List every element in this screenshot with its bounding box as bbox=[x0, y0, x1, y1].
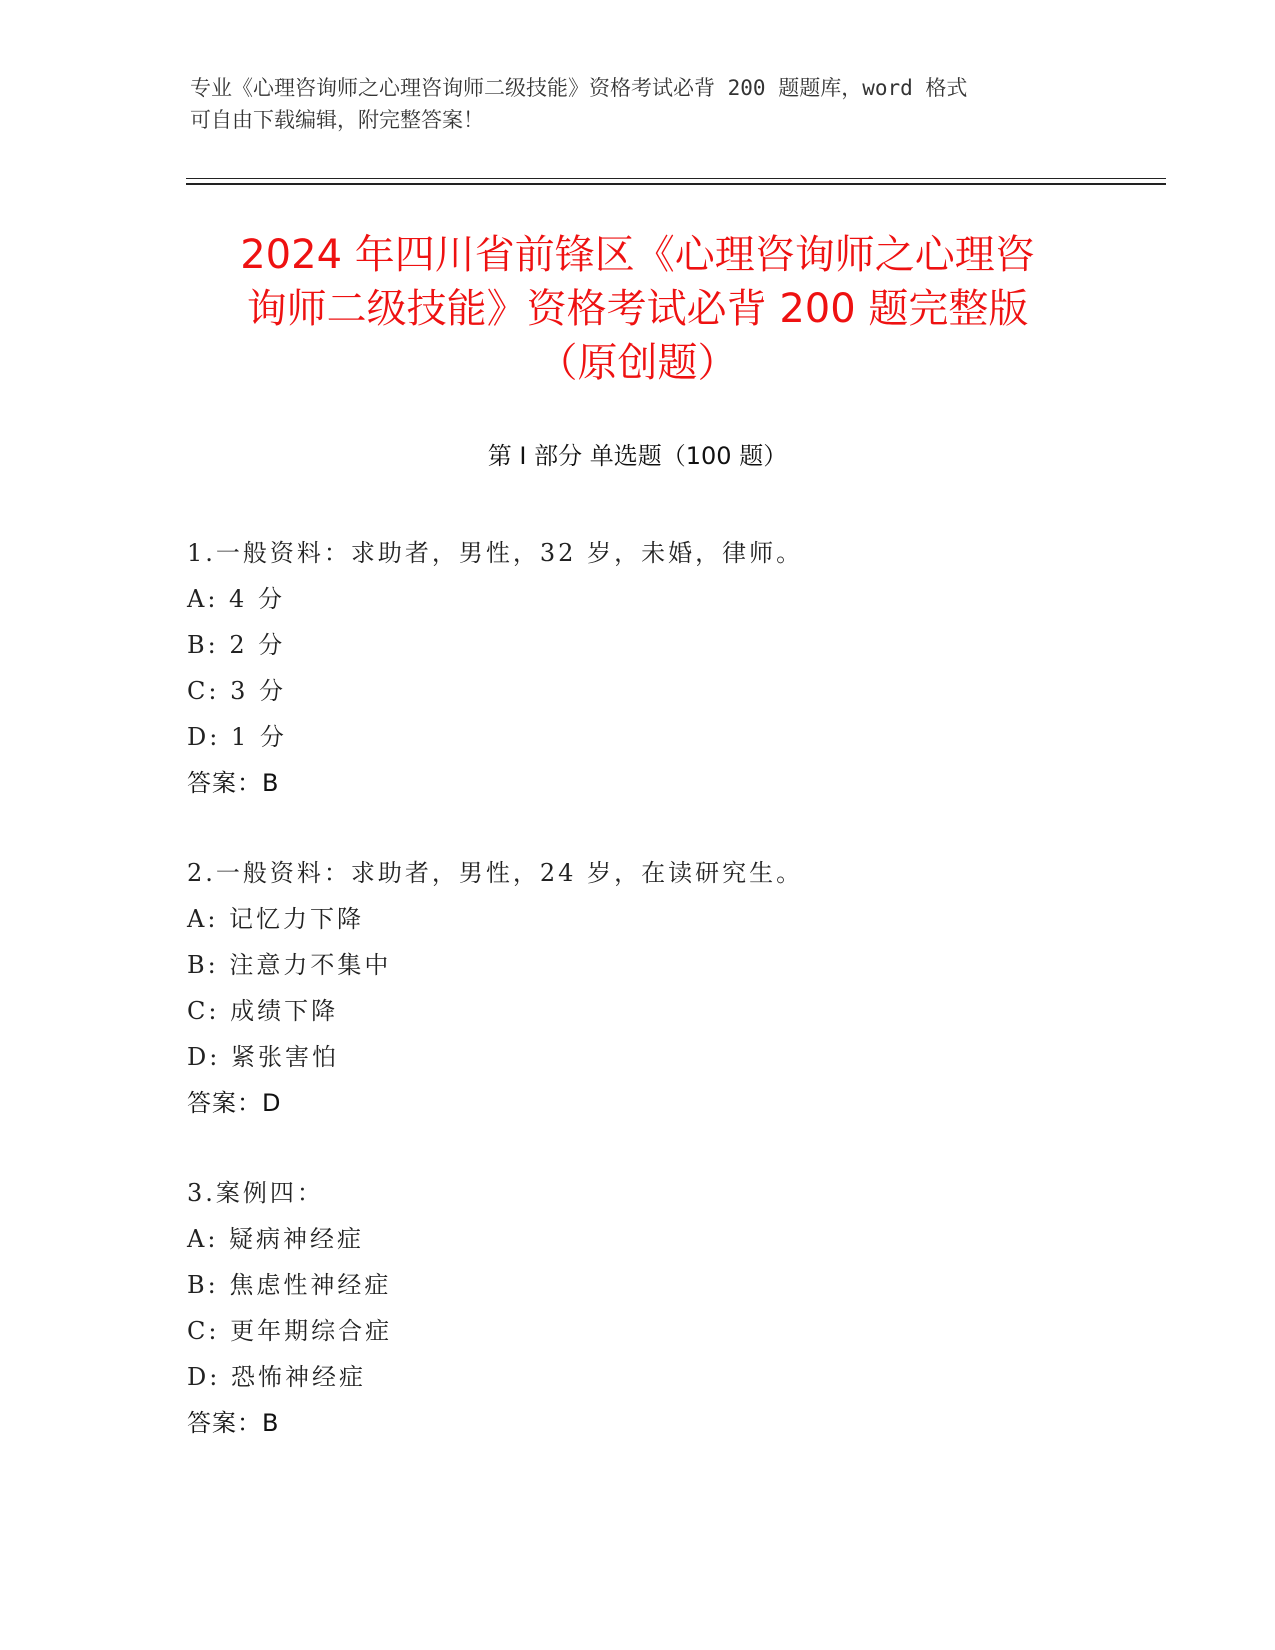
question-block-1 bbox=[187, 530, 1147, 806]
answer-key: 答案：B bbox=[187, 769, 280, 797]
question-stem: 2.一般资料：求助者，男性，24 岁，在读研究生。 bbox=[187, 859, 804, 887]
option-c: C: 成绩下降 bbox=[187, 997, 339, 1025]
question-stem: 1.一般资料：求助者，男性，32 岁，未婚，律师。 bbox=[187, 539, 804, 567]
option-c: C: 更年期综合症 bbox=[187, 1317, 393, 1345]
document-title-line-1: 2024 年四川省前锋区《心理咨询师之心理咨 bbox=[240, 232, 1035, 278]
question-stem: 3.案例四： bbox=[187, 1179, 324, 1207]
section-heading: 第 I 部分 单选题（100 题） bbox=[487, 442, 788, 470]
option-c: C: 3 分 bbox=[187, 677, 286, 705]
answer-key: 答案：B bbox=[187, 1409, 280, 1437]
header-note-line-1: 专业《心理咨询师之心理咨询师二级技能》资格考试必背 200 题题库，word 格式 bbox=[190, 76, 968, 100]
option-a: A: 疑病神经症 bbox=[187, 1225, 365, 1253]
option-d: D: 紧张害怕 bbox=[187, 1043, 339, 1071]
option-a: A: 记忆力下降 bbox=[187, 905, 365, 933]
header-rule-thin bbox=[186, 178, 1166, 179]
question-block-2 bbox=[187, 850, 1147, 1126]
option-b: B: 2 分 bbox=[187, 631, 286, 659]
option-b: B: 焦虑性神经症 bbox=[187, 1271, 392, 1299]
document-title-line-3: （原创题） bbox=[537, 340, 738, 386]
document-title-line-2: 询师二级技能》资格考试必背 200 题完整版 bbox=[246, 286, 1029, 332]
option-d: D: 1 分 bbox=[187, 723, 287, 751]
option-d: D: 恐怖神经症 bbox=[187, 1363, 366, 1391]
question-block-3 bbox=[187, 1170, 1147, 1446]
option-a: A: 4 分 bbox=[187, 585, 285, 613]
answer-key: 答案：D bbox=[187, 1089, 282, 1117]
document-title bbox=[150, 228, 1125, 390]
header-note bbox=[190, 72, 1090, 136]
option-b: B: 注意力不集中 bbox=[187, 951, 392, 979]
header-rule-thick bbox=[186, 183, 1166, 185]
header-note-line-2: 可自由下载编辑，附完整答案！ bbox=[190, 108, 484, 132]
